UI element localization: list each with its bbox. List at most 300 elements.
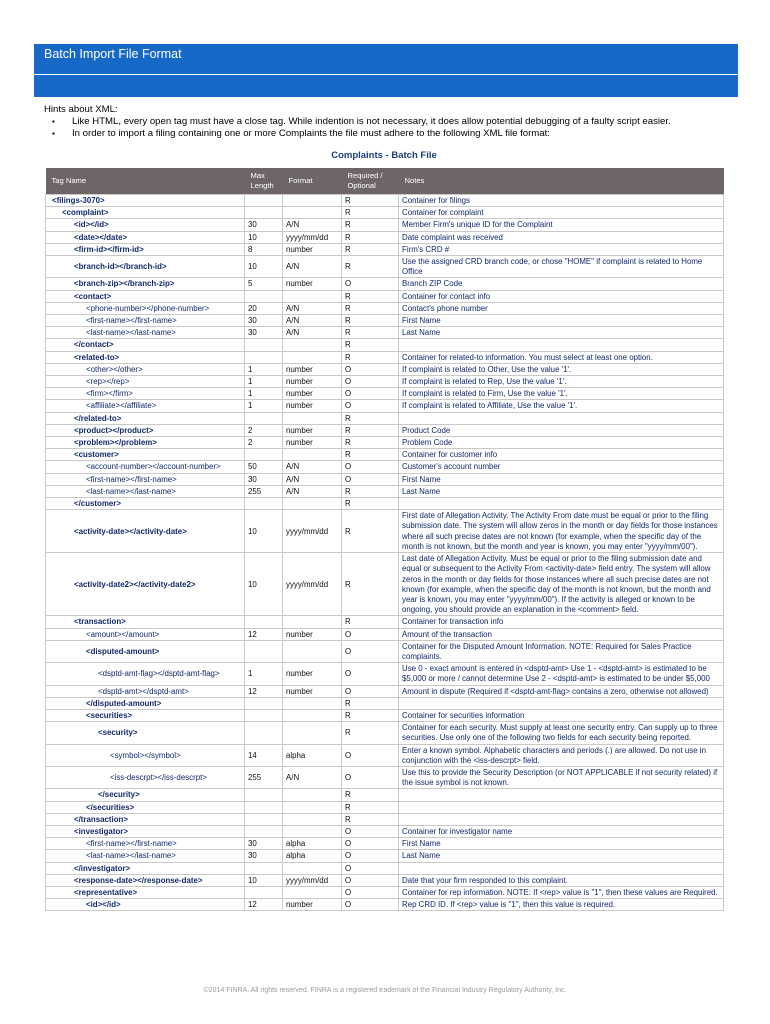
required-cell: O [342, 862, 399, 874]
max-length-cell: 255 [245, 766, 283, 788]
max-length-cell: 1 [245, 400, 283, 412]
tag-cell: <activity-date></activity-date> [46, 510, 245, 553]
required-cell: R [342, 339, 399, 351]
required-cell: R [342, 327, 399, 339]
required-cell: R [342, 315, 399, 327]
format-cell: yyyy/mm/dd [283, 553, 342, 616]
column-header-notes: Notes [399, 168, 724, 195]
required-cell: O [342, 766, 399, 788]
table-row [46, 510, 724, 553]
tag-cell: <transaction> [46, 616, 245, 628]
complaints-table-section [45, 150, 723, 911]
required-cell: R [342, 256, 399, 278]
max-length-cell: 10 [245, 231, 283, 243]
required-cell: O [342, 825, 399, 837]
format-cell: number [283, 437, 342, 449]
max-length-cell: 30 [245, 838, 283, 850]
table-row [46, 838, 724, 850]
table-row [46, 766, 724, 788]
tag-cell: <filings-3070> [46, 195, 245, 207]
table-row [46, 628, 724, 640]
table-row [46, 388, 724, 400]
max-length-cell: 10 [245, 553, 283, 616]
notes-cell: First Name [399, 473, 724, 485]
notes-cell: First Name [399, 838, 724, 850]
required-cell: O [342, 850, 399, 862]
table-row [46, 874, 724, 886]
table-row [46, 813, 724, 825]
table-row [46, 351, 724, 363]
format-cell: A/N [283, 461, 342, 473]
table-row [46, 302, 724, 314]
tag-cell: </related-to> [46, 412, 245, 424]
notes-cell: Container for transaction info [399, 616, 724, 628]
table-title: Complaints - Batch File [331, 150, 437, 161]
copyright-footer: ©2014 FINRA. All rights reserved. FINRA is a registered trademark of the Financial Industry Regulatory Authority, Inc. [203, 987, 567, 994]
required-cell: R [342, 498, 399, 510]
notes-cell [399, 813, 724, 825]
max-length-cell: 30 [245, 219, 283, 231]
format-cell: A/N [283, 315, 342, 327]
table-row [46, 899, 724, 911]
required-cell: R [342, 616, 399, 628]
format-cell: number [283, 278, 342, 290]
tag-cell: <product></product> [46, 424, 245, 436]
max-length-cell [245, 351, 283, 363]
max-length-cell [245, 449, 283, 461]
format-cell [283, 862, 342, 874]
format-cell [283, 801, 342, 813]
table-row [46, 498, 724, 510]
tag-cell: <first-name></first-name> [46, 473, 245, 485]
tag-cell: <contact> [46, 290, 245, 302]
column-header-format: Format [283, 168, 342, 195]
notes-cell: Last Name [399, 327, 724, 339]
notes-cell: Container for rep information. NOTE: If <rep> value is "1", then these values are Required. [399, 886, 724, 898]
notes-cell [399, 498, 724, 510]
max-length-cell: 14 [245, 744, 283, 766]
format-cell: A/N [283, 766, 342, 788]
table-row [46, 376, 724, 388]
table-row [46, 485, 724, 497]
required-cell: O [342, 744, 399, 766]
notes-cell: Rep CRD ID. If <rep> value is "1", then this value is required. [399, 899, 724, 911]
required-cell: O [342, 886, 399, 898]
required-cell: R [342, 412, 399, 424]
notes-cell: Container for complaint [399, 207, 724, 219]
max-length-cell: 12 [245, 899, 283, 911]
format-cell: yyyy/mm/dd [283, 231, 342, 243]
format-cell: number [283, 243, 342, 255]
required-cell: R [342, 231, 399, 243]
required-cell: O [342, 400, 399, 412]
page-title: Batch Import File Format [44, 47, 182, 61]
required-cell: R [342, 485, 399, 497]
tag-cell: <last-name></last-name> [46, 485, 245, 497]
tag-cell: <representative> [46, 886, 245, 898]
max-length-cell [245, 789, 283, 801]
notes-cell: Container for filings [399, 195, 724, 207]
table-row [46, 722, 724, 744]
notes-cell: Container for each security. Must supply at least one security entry. Can supply up to three securities. Use only one of the following two fields for each security being reported. [399, 722, 724, 744]
max-length-cell [245, 722, 283, 744]
table-row [46, 412, 724, 424]
tag-cell: <iss-descrpt></iss-descrpt> [46, 766, 245, 788]
format-cell [283, 789, 342, 801]
tag-cell: <securities> [46, 709, 245, 721]
hints-heading: Hints about XML: [44, 104, 118, 115]
max-length-cell: 2 [245, 437, 283, 449]
tag-cell: <affiliate></affiliate> [46, 400, 245, 412]
complaints-table [45, 168, 724, 911]
required-cell: R [342, 813, 399, 825]
tag-cell: <last-name></last-name> [46, 850, 245, 862]
notes-cell: Firm's CRD # [399, 243, 724, 255]
max-length-cell [245, 640, 283, 662]
table-row [46, 400, 724, 412]
tag-cell: </disputed-amount> [46, 697, 245, 709]
max-length-cell: 1 [245, 663, 283, 685]
notes-cell: Container for securities information [399, 709, 724, 721]
max-length-cell: 50 [245, 461, 283, 473]
column-header-tag-name: Tag Name [46, 168, 245, 195]
format-cell: number [283, 424, 342, 436]
max-length-cell [245, 886, 283, 898]
table-row [46, 256, 724, 278]
notes-cell: Contact's phone number [399, 302, 724, 314]
tag-cell: <related-to> [46, 351, 245, 363]
table-row [46, 243, 724, 255]
notes-cell: Container for related-to information. You must select at least one option. [399, 351, 724, 363]
table-row [46, 437, 724, 449]
max-length-cell: 1 [245, 376, 283, 388]
max-length-cell: 10 [245, 256, 283, 278]
tag-cell: <last-name></last-name> [46, 327, 245, 339]
tag-cell: <phone-number></phone-number> [46, 302, 245, 314]
max-length-cell [245, 195, 283, 207]
notes-cell [399, 697, 724, 709]
notes-cell: First date of Allegation Activity. The Activity From date must be equal or prior to the filing submission date. The system will allow zeros in the month or day fields for those instances where all such precise dates are not known (for example, when the specific day of the month is not known, but the month and year is known, you may enter "yyyy/mm/00"). [399, 510, 724, 553]
tag-cell: <complaint> [46, 207, 245, 219]
max-length-cell: 5 [245, 278, 283, 290]
tag-cell: <branch-zip></branch-zip> [46, 278, 245, 290]
format-cell: number [283, 376, 342, 388]
format-cell: alpha [283, 838, 342, 850]
format-cell [283, 351, 342, 363]
max-length-cell [245, 813, 283, 825]
table-row [46, 207, 724, 219]
table-row [46, 616, 724, 628]
format-cell [283, 339, 342, 351]
max-length-cell [245, 825, 283, 837]
table-row [46, 553, 724, 616]
required-cell: R [342, 801, 399, 813]
tag-cell: </investigator> [46, 862, 245, 874]
required-cell: R [342, 437, 399, 449]
required-cell: R [342, 219, 399, 231]
notes-cell: If complaint is related to Rep, Use the value '1'. [399, 376, 724, 388]
table-row [46, 862, 724, 874]
notes-cell: Container for contact info [399, 290, 724, 302]
tag-cell: <id></id> [46, 899, 245, 911]
hint-item: ▪ In order to import a filing containing one or more Complaints the file must adhere to the following XML file format: [72, 128, 671, 140]
tag-cell: <rep></rep> [46, 376, 245, 388]
format-cell [283, 722, 342, 744]
table-row [46, 339, 724, 351]
format-cell [283, 290, 342, 302]
required-cell: R [342, 709, 399, 721]
table-row [46, 789, 724, 801]
table-row [46, 744, 724, 766]
required-cell: O [342, 473, 399, 485]
notes-cell: Enter a known symbol. Alphabetic characters and periods (.) are allowed. Do not use in conjunction with the <iss-descrpt> field. [399, 744, 724, 766]
notes-cell: Last Name [399, 485, 724, 497]
notes-cell: Customer's account number [399, 461, 724, 473]
max-length-cell: 30 [245, 850, 283, 862]
table-header-row [46, 168, 724, 195]
notes-cell [399, 412, 724, 424]
table-row [46, 473, 724, 485]
notes-cell: If complaint is related to Firm, Use the value '1'. [399, 388, 724, 400]
notes-cell: Last Name [399, 850, 724, 862]
tag-cell: <first-name></first-name> [46, 838, 245, 850]
tag-cell: <firm-id></firm-id> [46, 243, 245, 255]
required-cell: O [342, 640, 399, 662]
hints-section [44, 104, 671, 140]
required-cell: O [342, 685, 399, 697]
max-length-cell [245, 339, 283, 351]
required-cell: R [342, 697, 399, 709]
format-cell: A/N [283, 219, 342, 231]
required-cell: O [342, 899, 399, 911]
tag-cell: <first-name></first-name> [46, 315, 245, 327]
notes-cell: Use the assigned CRD branch code, or chose "HOME" if complaint is related to Home Office [399, 256, 724, 278]
max-length-cell [245, 616, 283, 628]
required-cell: R [342, 351, 399, 363]
format-cell: yyyy/mm/dd [283, 874, 342, 886]
format-cell [283, 813, 342, 825]
page-header-bar [34, 44, 738, 74]
format-cell: number [283, 628, 342, 640]
tag-cell: </security> [46, 789, 245, 801]
required-cell: O [342, 663, 399, 685]
tag-cell: </securities> [46, 801, 245, 813]
format-cell [283, 709, 342, 721]
notes-cell: If complaint is related to Other, Use the value '1'. [399, 363, 724, 375]
max-length-cell: 10 [245, 874, 283, 886]
required-cell: R [342, 302, 399, 314]
format-cell: A/N [283, 327, 342, 339]
table-row [46, 886, 724, 898]
notes-cell: Branch ZIP Code [399, 278, 724, 290]
max-length-cell: 30 [245, 473, 283, 485]
notes-cell: Product Code [399, 424, 724, 436]
notes-cell: Amount of the transaction [399, 628, 724, 640]
format-cell: number [283, 400, 342, 412]
table-row [46, 290, 724, 302]
required-cell: R [342, 207, 399, 219]
format-cell [283, 886, 342, 898]
format-cell: A/N [283, 302, 342, 314]
tag-cell: <date></date> [46, 231, 245, 243]
format-cell: A/N [283, 473, 342, 485]
tag-cell: <customer> [46, 449, 245, 461]
max-length-cell: 2 [245, 424, 283, 436]
table-row [46, 424, 724, 436]
format-cell [283, 207, 342, 219]
required-cell: R [342, 722, 399, 744]
tag-cell: <other></other> [46, 363, 245, 375]
format-cell [283, 616, 342, 628]
column-header-max-length: Max Length [245, 168, 283, 195]
max-length-cell: 20 [245, 302, 283, 314]
tag-cell: <response-date></response-date> [46, 874, 245, 886]
format-cell [283, 195, 342, 207]
format-cell [283, 697, 342, 709]
notes-cell: Last date of Allegation Activity. Must be equal or prior to the filing submission date and equal or subsequent to the Activity From <activity-date> field entry. The system will allow zeros in the month or day fields for those instances where all such precise dates are not known (for example, when the specific day of the month is not known, but the month and year is known, you may enter "yyyy/mm/00"). If the activity is alleged or known to be ongoing, you should provide an explanation in the <comment> field. [399, 553, 724, 616]
max-length-cell: 8 [245, 243, 283, 255]
format-cell: A/N [283, 485, 342, 497]
table-row [46, 697, 724, 709]
max-length-cell: 12 [245, 628, 283, 640]
notes-cell [399, 801, 724, 813]
notes-cell: Date complaint was received [399, 231, 724, 243]
max-length-cell [245, 709, 283, 721]
max-length-cell: 30 [245, 315, 283, 327]
tag-cell: <problem></problem> [46, 437, 245, 449]
table-row [46, 327, 724, 339]
tag-cell: <firm></firm> [46, 388, 245, 400]
max-length-cell [245, 697, 283, 709]
required-cell: O [342, 363, 399, 375]
tag-cell: <amount></amount> [46, 628, 245, 640]
required-cell: R [342, 789, 399, 801]
format-cell [283, 412, 342, 424]
required-cell: R [342, 290, 399, 302]
required-cell: R [342, 449, 399, 461]
required-cell: O [342, 461, 399, 473]
table-row [46, 278, 724, 290]
notes-cell: First Name [399, 315, 724, 327]
notes-cell [399, 862, 724, 874]
notes-cell: Container for the Disputed Amount Information. NOTE: Required for Sales Practice complaints. [399, 640, 724, 662]
notes-cell: Use this to provide the Security Description (or NOT APPLICABLE if not security related) if the issue symbol is not known. [399, 766, 724, 788]
tag-cell: <security> [46, 722, 245, 744]
max-length-cell: 255 [245, 485, 283, 497]
table-row [46, 685, 724, 697]
required-cell: O [342, 874, 399, 886]
table-row [46, 640, 724, 662]
format-cell: number [283, 363, 342, 375]
max-length-cell: 1 [245, 388, 283, 400]
table-row [46, 801, 724, 813]
format-cell: yyyy/mm/dd [283, 510, 342, 553]
format-cell: alpha [283, 850, 342, 862]
required-cell: O [342, 388, 399, 400]
table-row [46, 709, 724, 721]
table-body [46, 195, 724, 911]
max-length-cell: 10 [245, 510, 283, 553]
required-cell: O [342, 628, 399, 640]
max-length-cell [245, 207, 283, 219]
notes-cell: Container for customer info [399, 449, 724, 461]
hints-list [44, 116, 671, 140]
format-cell: number [283, 388, 342, 400]
table-row [46, 195, 724, 207]
table-row [46, 825, 724, 837]
max-length-cell [245, 498, 283, 510]
notes-cell: Member Firm's unique ID for the Complaint [399, 219, 724, 231]
table-row [46, 449, 724, 461]
table-row [46, 850, 724, 862]
tag-cell: <disputed-amount> [46, 640, 245, 662]
required-cell: R [342, 195, 399, 207]
format-cell: number [283, 663, 342, 685]
notes-cell [399, 339, 724, 351]
table-row [46, 663, 724, 685]
required-cell: R [342, 243, 399, 255]
header-accent-bar [34, 75, 738, 97]
format-cell: number [283, 899, 342, 911]
max-length-cell [245, 801, 283, 813]
max-length-cell: 1 [245, 363, 283, 375]
tag-cell: </contact> [46, 339, 245, 351]
hint-item: ▪ Like HTML, every open tag must have a close tag. While indention is not necessary, it does allow potential debugging of a faulty script easier. [72, 116, 671, 128]
max-length-cell [245, 412, 283, 424]
tag-cell: <investigator> [46, 825, 245, 837]
required-cell: O [342, 278, 399, 290]
notes-cell [399, 789, 724, 801]
notes-cell: Use 0 - exact amount is entered in <dsptd-amt> Use 1 - <dsptd-amt> is estimated to be $5,000 or more / cannot determine Use 2 - <dsptd-amt> is estimated to be under $5,000 [399, 663, 724, 685]
notes-cell: Amount in dispute (Required if <dsptd-amt-flag> contains a zero, otherwise not allowed) [399, 685, 724, 697]
notes-cell: If complaint is related to Affiliate, Use the value '1'. [399, 400, 724, 412]
tag-cell: <id></id> [46, 219, 245, 231]
format-cell [283, 498, 342, 510]
required-cell: R [342, 553, 399, 616]
max-length-cell: 30 [245, 327, 283, 339]
tag-cell: <symbol></symbol> [46, 744, 245, 766]
tag-cell: <activity-date2></activity-date2> [46, 553, 245, 616]
format-cell: alpha [283, 744, 342, 766]
notes-cell: Container for investigator name [399, 825, 724, 837]
notes-cell: Problem Code [399, 437, 724, 449]
required-cell: O [342, 376, 399, 388]
table-row [46, 315, 724, 327]
tag-cell: <branch-id></branch-id> [46, 256, 245, 278]
format-cell [283, 825, 342, 837]
tag-cell: </transaction> [46, 813, 245, 825]
column-header-required: Required / Optional [342, 168, 399, 195]
table-row [46, 363, 724, 375]
table-row [46, 231, 724, 243]
tag-cell: <dsptd-amt></dsptd-amt> [46, 685, 245, 697]
tag-cell: <account-number></account-number> [46, 461, 245, 473]
max-length-cell [245, 862, 283, 874]
format-cell: A/N [283, 256, 342, 278]
format-cell [283, 449, 342, 461]
table-row [46, 461, 724, 473]
table-row [46, 219, 724, 231]
max-length-cell [245, 290, 283, 302]
format-cell: number [283, 685, 342, 697]
required-cell: R [342, 424, 399, 436]
required-cell: R [342, 510, 399, 553]
notes-cell: Date that your firm responded to this complaint. [399, 874, 724, 886]
format-cell [283, 640, 342, 662]
tag-cell: <dsptd-amt-flag></dsptd-amt-flag> [46, 663, 245, 685]
max-length-cell: 12 [245, 685, 283, 697]
required-cell: O [342, 838, 399, 850]
